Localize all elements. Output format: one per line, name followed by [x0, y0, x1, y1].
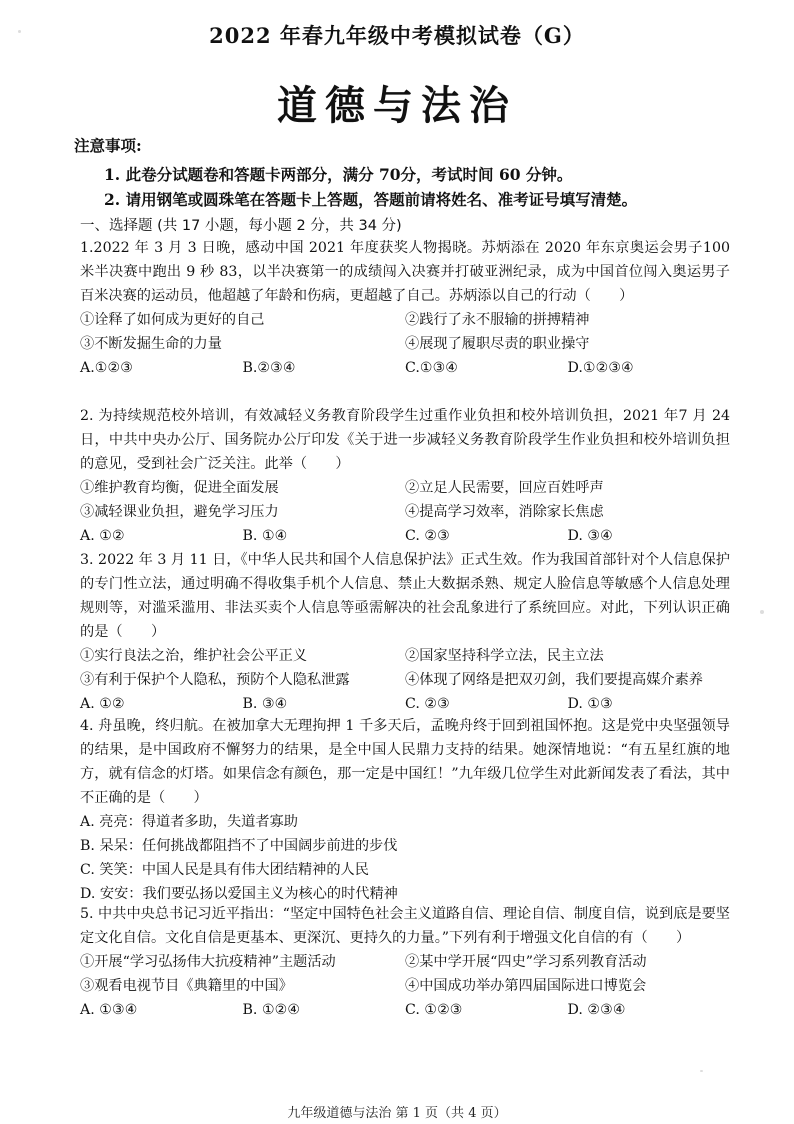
statement: ①维护教育均衡，促进全面发展 — [80, 480, 279, 496]
answer-choice: A. 亮亮：得道者多助，失道者寡助 — [80, 814, 298, 830]
answer-choice: D. ③④ — [567, 528, 613, 544]
answer-choice: D.①②③④ — [567, 360, 634, 376]
question-3 — [80, 548, 730, 716]
notice-heading: 注意事项: — [74, 136, 142, 155]
question-stem: 3. 2022 年 3 月 11 日，《中华人民共和国个人信息保护法》正式生效。作为我国首部针对个人信息保护的专门性立法，通过明确不得收集手机个人信息、禁止大数据杀熟、规定人脸信息等敏感个人信息处理规则等，对滥采滥用、非法买卖个人信息等亟需解决的社会乱象进行了系统回应。对此，下列认识正确的是（ ） — [80, 552, 730, 640]
answer-choice: C. ①②③ — [405, 1002, 463, 1018]
statement-row — [80, 308, 730, 332]
answer-choice: B. ①④ — [242, 528, 288, 544]
statement: ④展现了履职尽责的职业操守 — [405, 336, 590, 352]
answer-choice: B. ③④ — [242, 696, 288, 712]
statement: ③观看电视节目《典籍里的中国》 — [80, 978, 293, 994]
notice-block — [74, 134, 734, 212]
exam-title: 2022 年春九年级中考模拟试卷（G） — [209, 23, 585, 48]
statement-row — [80, 974, 730, 998]
answer-choice: C.①③④ — [405, 360, 459, 376]
question-stem: 4. 舟虽晚，终归航。在被加拿大无理拘押 1 千多天后，孟晚舟终于回到祖国怀抱。这是党中央坚强领导的结果，是中国政府不懈努力的结果，是全中国人民鼎力支持的结果。她深情地说：“有五星红旗的地方，就有信念的灯塔。如果信念有颜色，那一定是中国红！”九年级几位学生对此新闻发表了看法，其中不正确的是（ ） — [80, 718, 730, 806]
scan-speck — [700, 1070, 703, 1072]
answer-row — [80, 524, 730, 548]
answer-choice: A. ①③④ — [80, 1002, 138, 1018]
statement: ④提高学习效率，消除家长焦虑 — [405, 504, 604, 520]
statement: ①实行良法之治，维护社会公平正义 — [80, 648, 308, 664]
statement: ②践行了永不服输的拼搏精神 — [405, 312, 590, 328]
statement: ②某中学开展“四史”学习系列教育活动 — [405, 954, 647, 970]
statement: ③不断发掘生命的力量 — [80, 336, 222, 352]
statement: ③有利于保护个人隐私，预防个人隐私泄露 — [80, 672, 350, 688]
answer-row — [80, 356, 730, 380]
answer-choice: D. ①③ — [567, 696, 613, 712]
statement-row — [80, 476, 730, 500]
answer-choice: A. ①② — [80, 528, 125, 544]
answer-choice: A.①②③ — [80, 360, 133, 376]
answer-row — [80, 692, 730, 716]
subject-title: 道德与法治 — [277, 82, 517, 129]
question-5 — [80, 902, 730, 1022]
statement-row — [80, 644, 730, 668]
question-2 — [80, 404, 730, 548]
answer-choice: C. ②③ — [405, 528, 450, 544]
statement: ④体现了网络是把双刃剑，我们要提高媒介素养 — [405, 672, 703, 688]
statement: ③减轻课业负担，避免学习压力 — [80, 504, 279, 520]
answer-choice: C. ②③ — [405, 696, 450, 712]
statement-row — [80, 500, 730, 524]
answer-choice: C. 笑笑：中国人民是具有伟大团结精神的人民 — [80, 862, 369, 878]
scan-speck — [760, 610, 764, 614]
question-stem: 2. 为持续规范校外培训，有效减轻义务教育阶段学生过重作业负担和校外培训负担，2021 年7 月 24 日，中共中央办公厅、国务院办公厅印发《关于进一步减轻义务教育阶段学生作业负担和校外培训负担的意见，受到社会广泛关注。此举（ ） — [80, 408, 730, 472]
statement: ②立足人民需要，回应百姓呼声 — [405, 480, 604, 496]
answer-choice: B. 呆呆：任何挑战都阻挡不了中国阔步前进的步伐 — [80, 838, 398, 854]
section-title: 一、选择题 (共 17 小题，每小题 2 分，共 34 分) — [80, 218, 402, 234]
answer-choice: D. 安安：我们要弘扬以爱国主义为核心的时代精神 — [80, 886, 398, 902]
statement: ①诠释了如何成为更好的自己 — [80, 312, 265, 328]
page-footer: 九年级道德与法治 第 1 页（共 4 页） — [287, 1106, 507, 1121]
statement-row — [80, 950, 730, 974]
question-stem: 1.2022 年 3 月 3 日晚，感动中国 2021 年度获奖人物揭晓。苏炳添在 2020 年东京奥运会男子100 米半决赛中跑出 9 秒 83，以半决赛第一的成绩闯入决赛并打破亚洲纪录，成为中国首位闯入奥运男子百米决赛的运动员，他超越了年龄和伤病，更超越了自己。苏炳添以自己的行动（ ） — [80, 240, 730, 304]
scan-speck — [18, 30, 21, 33]
question-4 — [80, 714, 730, 906]
question-1 — [80, 236, 730, 380]
answer-choice: D. ②③④ — [567, 1002, 626, 1018]
answer-row — [80, 998, 730, 1022]
notice-item: 2. 请用钢笔或圆珠笔在答题卡上答题，答题前请将姓名、准考证号填写清楚。 — [104, 190, 638, 209]
statement-row — [80, 668, 730, 692]
statement: ④中国成功举办第四届国际进口博览会 — [405, 978, 647, 994]
question-stem: 5. 中共中央总书记习近平指出：“坚定中国特色社会主义道路自信、理论自信、制度自信，说到底是要坚定文化自信。文化自信是更基本、更深沉、更持久的力量。”下列有利于增强文化自信的有（ ） — [80, 906, 730, 946]
statement-row — [80, 332, 730, 356]
statement: ②国家坚持科学立法，民主立法 — [405, 648, 604, 664]
notice-item: 1. 此卷分试题卷和答题卡两部分，满分 70分，考试时间 60 分钟。 — [104, 165, 573, 184]
statement: ①开展“学习弘扬伟大抗疫精神”主题活动 — [80, 954, 336, 970]
answer-choice: A. ①② — [80, 696, 125, 712]
answer-choice: B. ①②④ — [242, 1002, 301, 1018]
answer-choice: B.②③④ — [242, 360, 296, 376]
